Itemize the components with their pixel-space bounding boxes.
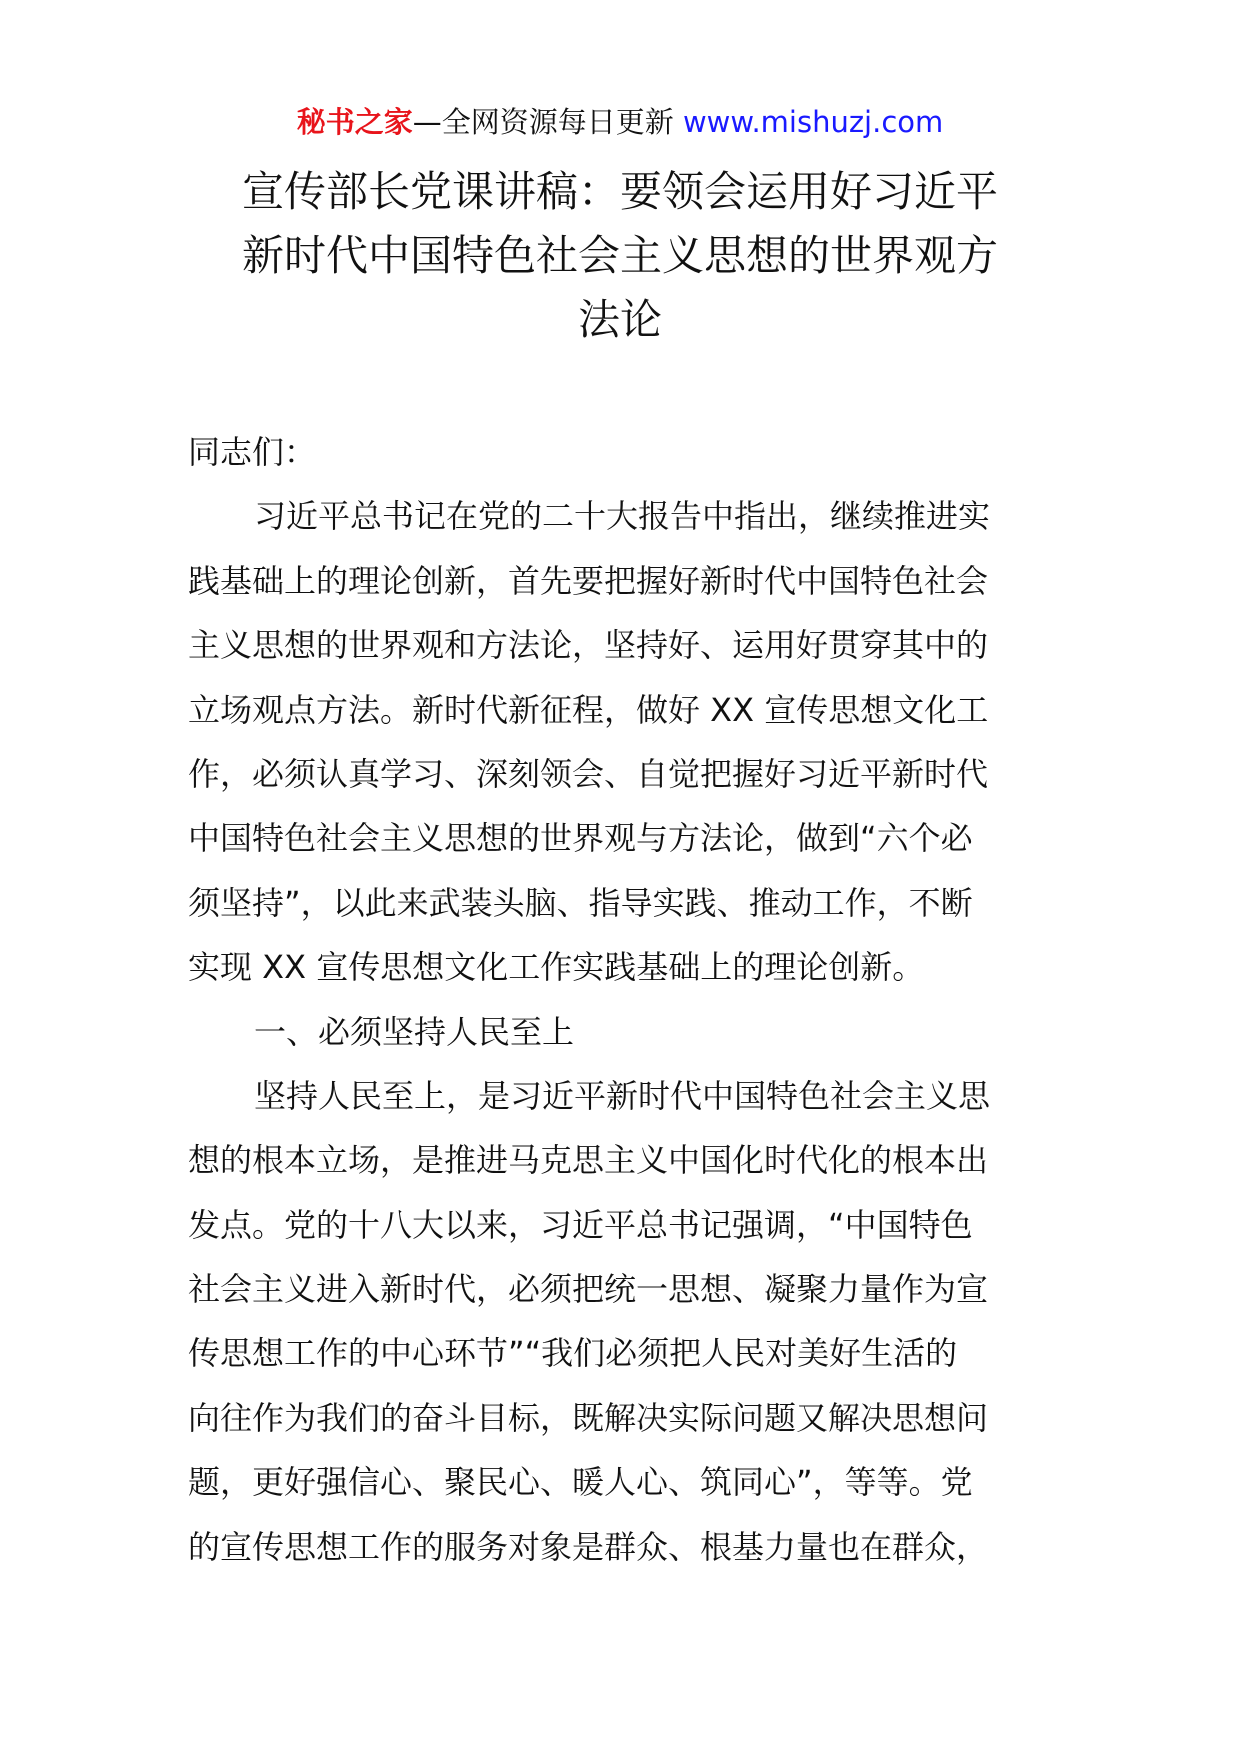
title-line: 法论 — [577, 295, 662, 344]
document-body — [188, 420, 1052, 1579]
brand-name: 秘书之家 — [296, 105, 413, 139]
paragraph-line: 主义思想的世界观和方法论，坚持好、运用好贯穿其中的 — [188, 626, 989, 665]
site-url-link[interactable]: www.mishuzj.com — [682, 105, 944, 139]
paragraph-line: 作，必须认真学习、深刻领会、自觉把握好习近平新时代 — [188, 754, 989, 793]
document-title — [190, 160, 1050, 352]
salutation: 同志们： — [188, 433, 317, 471]
paragraph-line: 习近平总书记在党的二十大报告中指出，继续推进实 — [254, 497, 991, 536]
paragraph-line: 立场观点方法。新时代新征程，做好 XX 宣传思想文化工 — [188, 690, 989, 729]
paragraph-line: 中国特色社会主义思想的世界观与方法论，做到“六个必 — [188, 819, 973, 858]
site-header — [0, 102, 1240, 142]
paragraph-line: 实现 XX 宣传思想文化工作实践基础上的理论创新。 — [188, 948, 925, 987]
paragraph-line: 社会主义进入新时代，必须把统一思想、凝聚力量作为宣 — [188, 1270, 989, 1309]
paragraph-line: 发点。党的十八大以来，习近平总书记强调，“中国特色 — [188, 1205, 973, 1244]
paragraph-line: 想的根本立场，是推进马克思主义中国化时代化的根本出 — [188, 1141, 989, 1180]
paragraph-line: 向往作为我们的奋斗目标，既解决实际问题又解决思想问 — [188, 1398, 989, 1437]
paragraph-line: 践基础上的理论创新，首先要把握好新时代中国特色社会 — [188, 561, 989, 600]
paragraph-line: 须坚持”，以此来武装头脑、指导实践、推动工作，不断 — [188, 883, 973, 922]
section-heading: 一、必须坚持人民至上 — [254, 1012, 575, 1051]
title-line: 宣传部长党课讲稿：要领会运用好习近平 — [241, 167, 998, 216]
paragraph-line: 的宣传思想工作的服务对象是群众、根基力量也在群众， — [188, 1527, 989, 1566]
site-slogan: —全网资源每日更新 — [412, 105, 674, 139]
paragraph-line: 坚持人民至上，是习近平新时代中国特色社会主义思 — [254, 1076, 991, 1115]
title-line: 新时代中国特色社会主义思想的世界观方 — [241, 231, 998, 280]
paragraph-line: 传思想工作的中心环节”“我们必须把人民对美好生活的 — [188, 1334, 958, 1373]
paragraph-line: 题，更好强信心、聚民心、暖人心、筑同心”，等等。党 — [188, 1463, 973, 1502]
